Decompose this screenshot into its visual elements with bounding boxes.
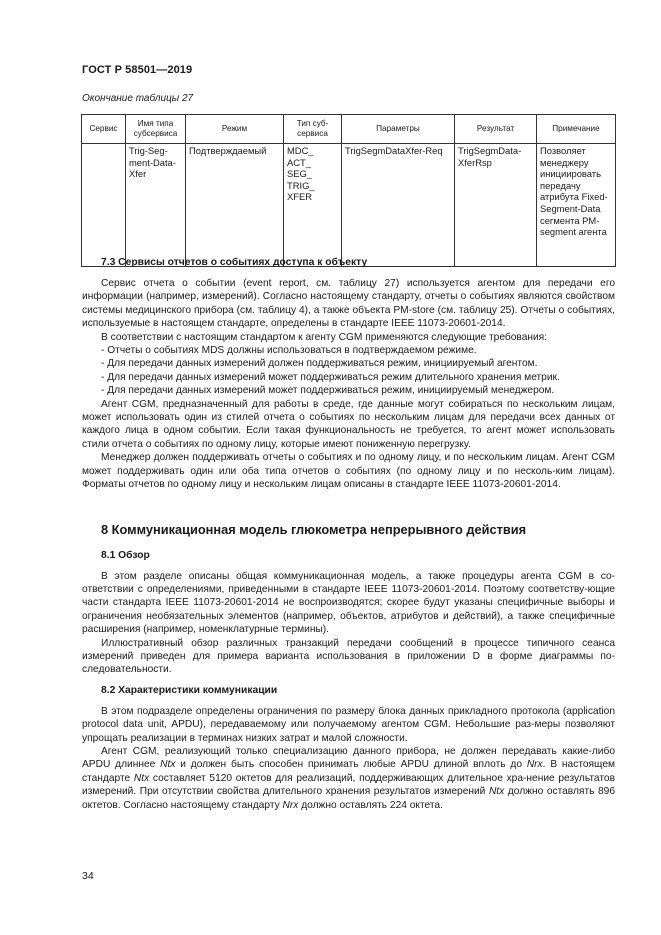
col-header-note: Примечание — [537, 115, 616, 144]
paragraph: Агент CGM, предназначенный для работы в среде, где данные могут собираться по нескольким лицам, может использовать один из стилей отчета о событиях по нескольким лицам для передачи всех данных от каждого лица в одном событии. Если такая функциональность не требуется, то агент может использовать стили отчета о событиях по одному лицу, которые имеют пониженную перегрузку. — [82, 398, 615, 450]
section-8-heading: 8 Коммуникационная модель глюкометра непрерывного действия — [101, 521, 527, 537]
section-8-1-heading: 8.1 Обзор — [101, 549, 150, 561]
paragraph: В этом разделе описаны общая коммуникационная модель, а также процедуры агента CGM в со-ответствии с определениями, приведенными в стандарте IEEE 11073-20601-2014. Поэтому соответству-ющие части стандарта IEEE 11073-20601-2014 не воспроизводятся; скорее будут указаны специфичные выборы и ограничения необязательных элементов (например, объектов, атрибутов и действий), а также специфичные расширения (например, номенклатурные термины). — [82, 570, 615, 636]
col-header-subservice-type: Тип суб-сервиса — [284, 115, 342, 144]
paragraph: Сервис отчета о событии (event report, см. таблицу 27) используется агентом для передачи его информации (например, измерений). Согласно настоящему стандарту, отчеты о событиях являются свойством системы медицинского прибора (см. таблицу 4), а также объекта PM-store (см. таблицу 25). Отчеты о событиях, используемые в настоящем стандарте, определены в стандарте IEEE 11073-20601-2014. — [82, 278, 615, 330]
section-8-2-heading: 8.2 Характеристики коммуникации — [101, 684, 278, 696]
col-header-subservice-name: Имя типа субсервиса — [126, 115, 186, 144]
cell-note: Позволяет менеджеру инициировать передачу атрибута Fixed-Segment-Data сегмента PM-segment агента — [537, 144, 616, 267]
cell-service — [82, 144, 126, 267]
cell-subservice-name: Trig-Seg-ment-Data-Xfer — [126, 144, 186, 267]
service-table — [81, 114, 616, 267]
standard-header: ГОСТ Р 58501—2019 — [82, 64, 193, 76]
list-item: - Для передачи данных измерений может поддерживаться режим, инициируемый менеджером. — [101, 385, 555, 397]
cell-mode: Подтверждаемый — [186, 144, 284, 267]
col-header-service: Сервис — [82, 115, 126, 144]
cell-subservice-type: MDC_ ACT_ SEG_ TRIG_ XFER — [284, 144, 342, 267]
list-item: - Для передачи данных измерений может поддерживаться режим длительного хранения метрик. — [101, 371, 560, 383]
paragraph-apdu-limits: Агент CGM, реализующий только специализацию данного прибора, не должен передавать какие-либо APDU длиннее Ntx и должен быть способен принимать любые APDU длиной вплоть до Nrx. В настоящем стандарте Ntx составляет 5120 октетов для реализаций, поддерживающих длительное хра-нение результатов измерений. При отсутствии свойства длительного хранения результатов измерений Ntx должно оставлять 896 октетов. Согласно настоящему стандарту Nrx должно оставлять 224 октета. — [82, 745, 615, 811]
table-caption: Окончание таблицы 27 — [82, 93, 194, 104]
list-item: - Отчеты о событиях MDS должны использоваться в подтверждаемом режиме. — [101, 345, 477, 357]
paragraph: Иллюстративный обзор различных транзакций передачи сообщений в процессе типичного сеанса измерений приведен для примера варианта использования в приложении D в форме диаграммы по-следовательности. — [82, 637, 615, 676]
table-header-row — [82, 115, 616, 144]
paragraph: В этом подразделе определены ограничения по размеру блока данных прикладного протокола (application protocol data unit, APDU), передаваемому или получаемому агентом CGM. Небольшие раз-меры позволяют упрощать реализации в терминах низких затрат и малой сложности. — [82, 705, 615, 744]
cell-parameters: TrigSegmDataXfer-Req — [342, 144, 455, 267]
col-header-parameters: Параметры — [342, 115, 455, 144]
paragraph: Менеджер должен поддерживать отчеты о событиях и по одному лицу, и по нескольким лицам. Агент CGM может поддерживать один или оба типа отчетов о событиях (по одному лицу и по несколь-ким лицам). Форматы отчетов по одному лицу и нескольким лицам описаны в стандарте IEEE 11073-20601-2014. — [82, 452, 615, 491]
cell-result: TrigSegmData-XferRsp — [455, 144, 537, 267]
page-number: 34 — [82, 870, 94, 882]
table-row — [82, 144, 616, 267]
section-7-3-heading: 7.3 Сервисы отчетов о событиях доступа к объекту — [101, 257, 368, 268]
list-item: - Для передачи данных измерений должен поддерживаться режим, инициируемый агентом. — [101, 358, 538, 370]
document-body — [82, 256, 615, 812]
col-header-mode: Режим — [186, 115, 284, 144]
col-header-result: Результат — [455, 115, 537, 144]
paragraph: В соответствии с настоящим стандартом к агенту CGM применяются следующие требования: — [101, 331, 548, 343]
